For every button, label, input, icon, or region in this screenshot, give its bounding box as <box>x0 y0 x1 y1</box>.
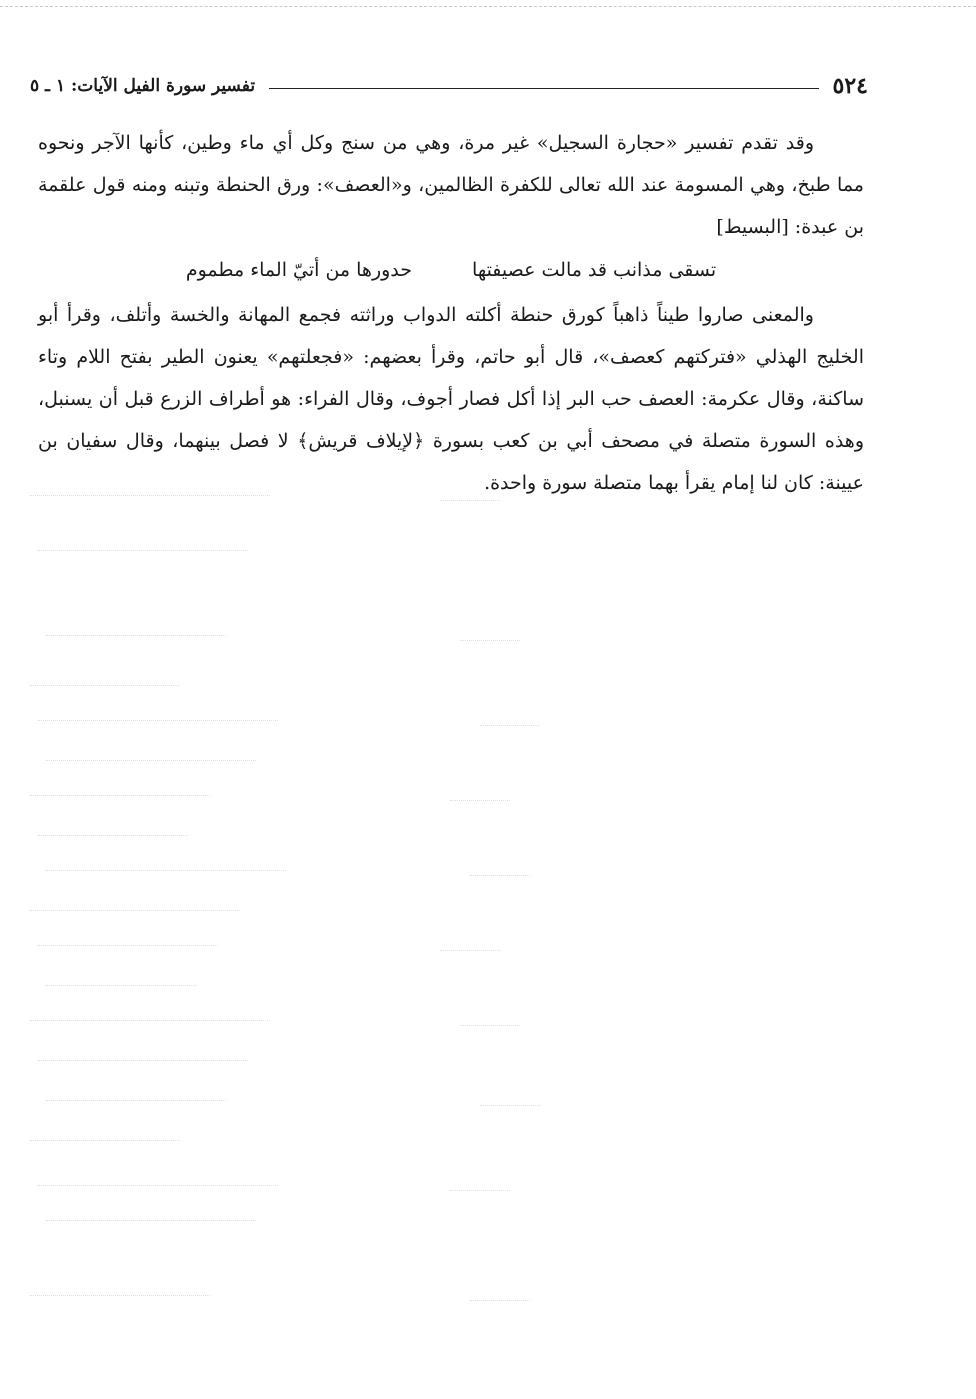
bleed-through-mark <box>46 1100 226 1103</box>
bleed-through-mark <box>46 1220 256 1223</box>
bleed-through-mark <box>440 950 500 953</box>
running-title: تفسير سورة الفيل الآيات: ١ ـ ٥ <box>30 76 256 96</box>
bleed-through-mark <box>450 800 510 803</box>
bleed-through-mark <box>46 635 226 638</box>
paragraph-2: والمعنى صاروا طيناً ذاهباً كورق حنطة أكلته الدواب وراثته فجمع المهانة والخسة وأتلف، وقرأ أبو الخليج الهذلي «فتركتهم كعصف»، قال أبو حاتم، وقرأ بعضهم: «فجعلتهم» يعنون الطير بفتح اللام وتاء ساكنة، وقال عكرمة: العصف حب البر إذا أكل فصار أجوف، وقال الفراء: هو أطراف الزرع قبل أن يسنبل، وهذه السورة متصلة في مصحف أبي بن كعب بسورة ﴿لإيلاف قريش﴾ لا فصل بينهما، وقال سفيان بن عيينة: كان لنا إمام يقرأ بهما متصلة سورة واحدة. <box>38 304 864 494</box>
bleed-through-mark <box>30 1020 270 1023</box>
bleed-through-mark <box>38 945 218 948</box>
bleed-through-mark <box>38 720 278 723</box>
header-rule <box>269 88 818 89</box>
bleed-through-mark <box>30 495 270 498</box>
bleed-through-mark <box>30 685 180 688</box>
bleed-through-mark <box>460 1025 520 1028</box>
bleed-through-mark <box>470 1300 530 1303</box>
bleed-through-mark <box>46 760 256 763</box>
bleed-through-mark <box>38 1060 248 1063</box>
verse-first-hemistich: تسقى مذانب قد مالت عصيفتها <box>472 259 717 281</box>
poetry-verse <box>38 250 864 290</box>
bleed-through-mark <box>38 550 248 553</box>
bleed-through-mark <box>46 870 286 873</box>
bleed-through-shadow <box>20 495 940 1335</box>
verse-second-hemistich: حدورها من أتيّ الماء مطموم <box>185 259 413 281</box>
page-number: ٥٢٤ <box>832 73 868 99</box>
bleed-through-mark <box>38 1185 278 1188</box>
bleed-through-mark <box>460 640 520 643</box>
page-header <box>30 70 868 102</box>
bleed-through-mark <box>440 500 500 503</box>
page-body <box>38 122 864 504</box>
scan-edge-line <box>0 6 976 7</box>
paragraph-1: وقد تقدم تفسير «حجارة السجيل» غير مرة، وهي من سنج وكل أي ماء وطين، كأنها الآجر ونحوه مما طبخ، وهي المسومة عند الله تعالى للكفرة الظالمين، و«العصف»: ورق الحنطة وتبنه ومنه قول علقمة بن عبدة: [البسيط] <box>38 132 864 238</box>
bleed-through-mark <box>450 1190 510 1193</box>
bleed-through-mark <box>470 875 530 878</box>
bleed-through-mark <box>30 795 210 798</box>
bleed-through-mark <box>38 835 188 838</box>
bleed-through-mark <box>46 985 196 988</box>
bleed-through-mark <box>30 910 240 913</box>
bleed-through-mark <box>30 1140 180 1143</box>
bleed-through-mark <box>480 725 540 728</box>
bleed-through-mark <box>480 1105 540 1108</box>
bleed-through-mark <box>30 1295 210 1298</box>
